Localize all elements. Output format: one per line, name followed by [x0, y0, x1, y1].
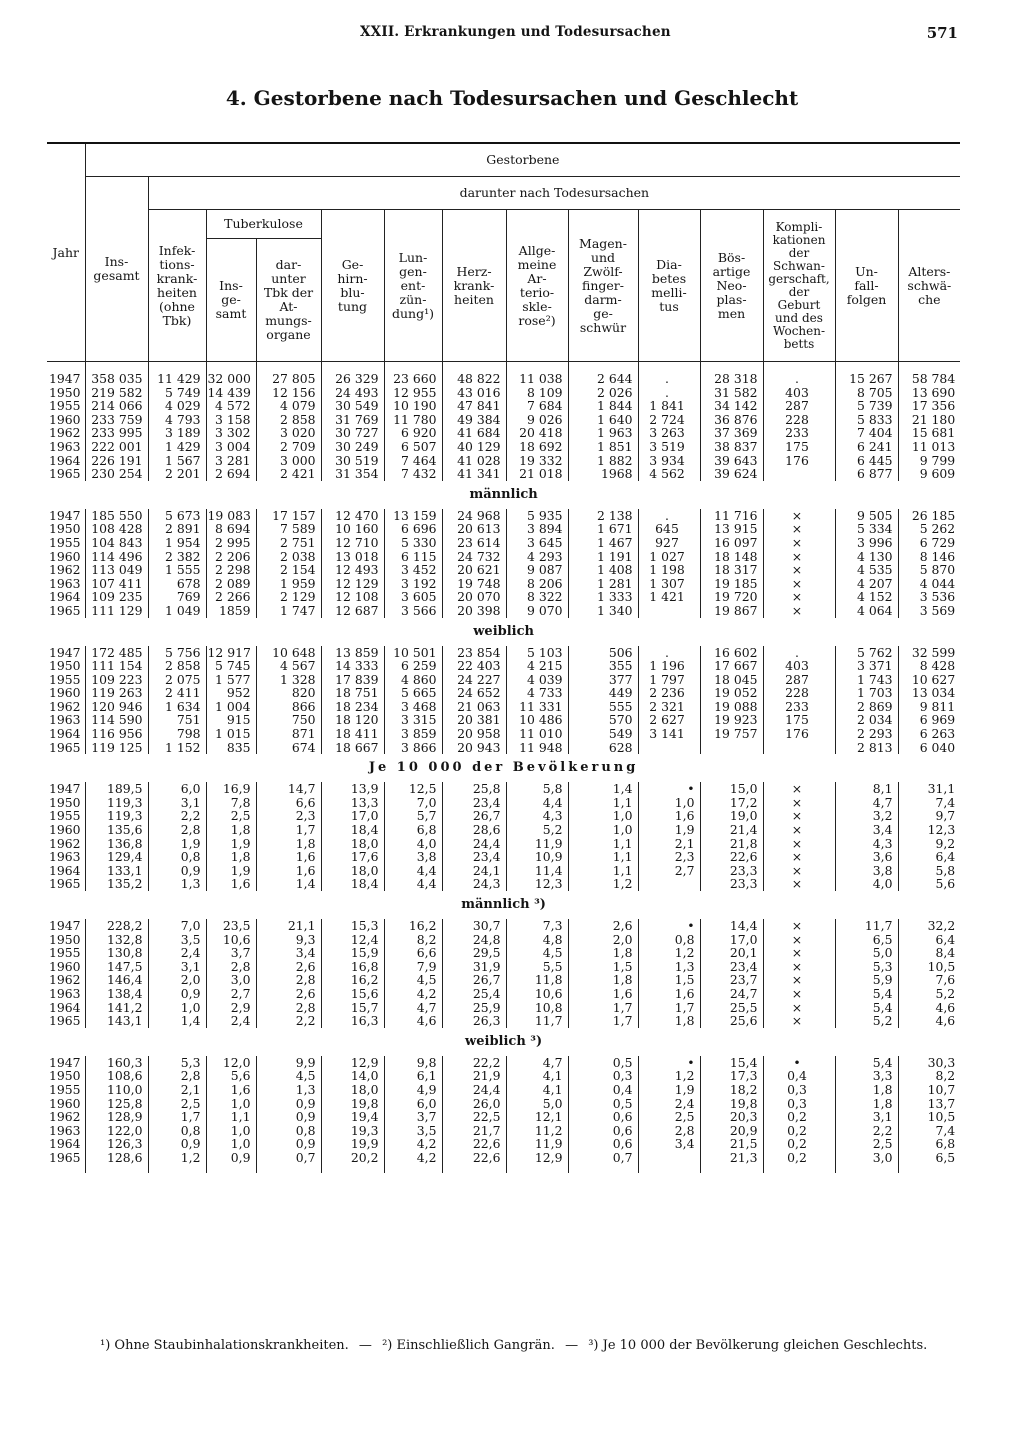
- cell-insgesamt: 160,3 108,6 110,0 125,8 128,9 122,0 126,3 128,6: [85, 1056, 148, 1165]
- cell-unfallfolgen: 11,7 6,5 5,0 5,3 5,9 5,4 5,4 5,2: [835, 919, 898, 1028]
- cell-herzkrankheiten: 23 854 22 403 24 227 24 652 21 063 20 381 20 958 20 943: [442, 646, 506, 755]
- year-cell: 1947 1950 1955 1960 1962 1963 1964 1965: [49, 507, 81, 618]
- cell-altersschwaeche: 32,2 6,4 8,4 10,5 7,6 5,2 4,6 4,6: [898, 919, 960, 1028]
- cell-altersschwaeche: 58 784 13 690 17 356 21 180 15 681 11 013 9 799 9 609: [898, 372, 960, 481]
- cell-arteriosklerose: 7,3 4,8 4,5 5,5 11,8 10,6 10,8 11,7: [506, 919, 568, 1028]
- statistics-table: [47, 142, 960, 1173]
- year-cell: 1947 1950 1955 1960 1962 1963 1964 1965: [49, 781, 81, 892]
- section-label: männlich ³): [461, 897, 546, 913]
- cell-arteriosklerose: 5 935 3 894 3 645 4 293 9 087 8 206 8 322 9 070: [506, 509, 568, 618]
- footnote-2: ²) Einschließlich Gangrän.: [382, 1338, 555, 1353]
- col-head-tbk-atmung: dar- unter Tbk der At- mungs- organe: [256, 239, 321, 362]
- year-cell: 1947 1950 1955 1960 1962 1963 1964 1965: [49, 1054, 81, 1165]
- cell-altersschwaeche: 32 599 8 428 10 627 13 034 9 811 6 969 6 263 6 040: [898, 646, 960, 755]
- cell-altersschwaeche: 31,1 7,4 9,7 12,3 9,2 6,4 5,8 5,6: [898, 782, 960, 891]
- head-gestorbene: Gestorbene: [85, 143, 960, 177]
- cell-herzkrankheiten: 24 968 20 613 23 614 24 732 20 621 19 748 20 070 20 398: [442, 509, 506, 618]
- year-cell: 1947 1950 1955 1960 1962 1963 1964 1965: [49, 644, 81, 755]
- table-row: [47, 782, 960, 891]
- cell-infektion: 11 429 5 749 4 029 4 793 3 189 1 429 1 567 2 201: [148, 372, 206, 481]
- page-number: 571: [926, 24, 958, 42]
- col-head-arteriosklerose: Allge- meine Ar- terio- skle- rose²): [506, 210, 568, 362]
- section-label: weiblich: [473, 623, 534, 639]
- running-head: [0, 24, 1024, 46]
- cell-komplikationen: × × × × × × × ×: [763, 919, 835, 1028]
- head-todesursachen: darunter nach Todesursachen: [148, 177, 960, 210]
- cell-insgesamt: 228,2 132,8 130,8 147,5 146,4 138,4 141,2 143,1: [85, 919, 148, 1028]
- cell-diabetes: • 0,8 1,2 1,3 1,5 1,6 1,7 1,8: [638, 919, 700, 1028]
- table-row: [47, 919, 960, 1028]
- cell-diabetes: . 1 196 1 797 2 236 2 321 2 627 3 141: [638, 646, 700, 755]
- cell-tbk-insgesamt: 12 917 5 745 1 577 952 1 004 915 1 015 835: [206, 646, 256, 755]
- footnote-separator: —: [565, 1338, 579, 1353]
- head-tuberkulose: Tuberkulose: [206, 210, 321, 239]
- cell-altersschwaeche: 30,3 8,2 10,7 13,7 10,5 7,4 6,8 6,5: [898, 1056, 960, 1165]
- cell-magen: 2,6 2,0 1,8 1,5 1,8 1,6 1,7 1,7: [568, 919, 638, 1028]
- section-heading: [47, 618, 960, 646]
- cell-neoplasmen: 14,4 17,0 20,1 23,4 23,7 24,7 25,5 25,6: [700, 919, 763, 1028]
- section-heading: [47, 481, 960, 509]
- cell-neoplasmen: 15,4 17,3 18,2 19,8 20,3 20,9 21,5 21,3: [700, 1056, 763, 1165]
- cell-komplikationen: • 0,4 0,3 0,3 0,2 0,2 0,2 0,2: [763, 1056, 835, 1165]
- col-head-jahr: Jahr: [47, 143, 85, 362]
- cell-tbk-atmung: 14,7 6,6 2,3 1,7 1,8 1,6 1,6 1,4: [256, 782, 321, 891]
- cell-diabetes: . . 1 841 2 724 3 263 3 519 3 934 4 562: [638, 372, 700, 481]
- cell-neoplasmen: 16 602 17 667 18 045 19 052 19 088 19 923 19 757: [700, 646, 763, 755]
- cell-arteriosklerose: 4,7 4,1 4,1 5,0 12,1 11,2 11,9 12,9: [506, 1056, 568, 1165]
- cell-gehirnblutung: 12,9 14,0 18,0 19,8 19,4 19,3 19,9 20,2: [321, 1056, 384, 1165]
- col-head-neoplasmen: Bös- artige Neo- plas- men: [700, 210, 763, 362]
- cell-herzkrankheiten: 25,8 23,4 26,7 28,6 24,4 23,4 24,1 24,3: [442, 782, 506, 891]
- cell-neoplasmen: 28 318 31 582 34 142 36 876 37 369 38 837 39 643 39 624: [700, 372, 763, 481]
- cell-magen: 2 138 1 671 1 467 1 191 1 408 1 281 1 333 1 340: [568, 509, 638, 618]
- col-head-gehirnblutung: Ge- hirn- blu- tung: [321, 210, 384, 362]
- cell-lungenentzuendung: 23 660 12 955 10 190 11 780 6 920 6 507 7 464 7 432: [384, 372, 442, 481]
- section-label: männlich: [469, 486, 538, 502]
- cell-neoplasmen: 15,0 17,2 19,0 21,4 21,8 22,6 23,3 23,3: [700, 782, 763, 891]
- cell-herzkrankheiten: 30,7 24,8 29,5 31,9 26,7 25,4 25,9 26,3: [442, 919, 506, 1028]
- cell-gehirnblutung: 15,3 12,4 15,9 16,8 16,2 15,6 15,7 16,3: [321, 919, 384, 1028]
- cell-gehirnblutung: 12 470 10 160 12 710 13 018 12 493 12 129 12 108 12 687: [321, 509, 384, 618]
- cell-tbk-insgesamt: 23,5 10,6 3,7 2,8 3,0 2,7 2,9 2,4: [206, 919, 256, 1028]
- cell-tbk-atmung: 17 157 7 589 2 751 2 038 2 154 1 959 2 129 1 747: [256, 509, 321, 618]
- cell-tbk-insgesamt: 12,0 5,6 1,6 1,0 1,1 1,0 1,0 0,9: [206, 1056, 256, 1165]
- cell-infektion: 5 756 2 858 2 075 2 411 1 634 751 798 1 152: [148, 646, 206, 755]
- cell-komplikationen: × × × × × × × ×: [763, 509, 835, 618]
- cell-infektion: 5,3 2,8 2,1 2,5 1,7 0,8 0,9 1,2: [148, 1056, 206, 1165]
- table-body: [47, 362, 960, 1173]
- cell-infektion: 6,0 3,1 2,2 2,8 1,9 0,8 0,9 1,3: [148, 782, 206, 891]
- cell-lungenentzuendung: 10 501 6 259 4 860 5 665 3 468 3 315 3 859 3 866: [384, 646, 442, 755]
- col-head-tbk-insgesamt: Ins- ge- samt: [206, 239, 256, 362]
- footnote-3: ³) Je 10 000 der Bevölkerung gleichen Geschlechts.: [588, 1338, 928, 1353]
- running-title: XXII. Erkrankungen und Todesursachen: [360, 24, 671, 40]
- section-label: weiblich ³): [465, 1033, 543, 1049]
- cell-arteriosklerose: 5 103 4 215 4 039 4 733 11 331 10 486 11 010 11 948: [506, 646, 568, 755]
- cell-magen: 1,4 1,1 1,0 1,0 1,1 1,1 1,1 1,2: [568, 782, 638, 891]
- cell-herzkrankheiten: 22,2 21,9 24,4 26,0 22,5 21,7 22,6 22,6: [442, 1056, 506, 1165]
- page-title: 4. Gestorbene nach Todesursachen und Geschlecht: [225, 86, 799, 110]
- cell-tbk-atmung: 9,9 4,5 1,3 0,9 0,9 0,8 0,9 0,7: [256, 1056, 321, 1165]
- cell-insgesamt: 172 485 111 154 109 223 119 263 120 946 114 590 116 956 119 125: [85, 646, 148, 755]
- cell-unfallfolgen: 9 505 5 334 3 996 4 130 4 535 4 207 4 152 4 064: [835, 509, 898, 618]
- cell-diabetes: . 645 927 1 027 1 198 1 307 1 421: [638, 509, 700, 618]
- col-head-insgesamt: Ins- gesamt: [85, 177, 148, 362]
- cell-lungenentzuendung: 9,8 6,1 4,9 6,0 3,7 3,5 4,2 4,2: [384, 1056, 442, 1165]
- cell-unfallfolgen: 8,1 4,7 3,2 3,4 4,3 3,6 3,8 4,0: [835, 782, 898, 891]
- footnote-1: ¹) Ohne Staubinhalationskrankheiten.: [100, 1338, 349, 1353]
- col-head-diabetes: Dia- betes melli- tus: [638, 210, 700, 362]
- cell-magen: 506 355 377 449 555 570 549 628: [568, 646, 638, 755]
- cell-lungenentzuendung: 13 159 6 696 5 330 6 115 3 452 3 192 3 605 3 566: [384, 509, 442, 618]
- table-row: [47, 372, 960, 481]
- cell-tbk-insgesamt: 32 000 14 439 4 572 3 158 3 302 3 004 3 281 2 694: [206, 372, 256, 481]
- cell-infektion: 7,0 3,5 2,4 3,1 2,0 0,9 1,0 1,4: [148, 919, 206, 1028]
- cell-magen: 2 644 2 026 1 844 1 640 1 963 1 851 1 882 1968: [568, 372, 638, 481]
- cell-tbk-insgesamt: 19 083 8 694 2 995 2 206 2 298 2 089 2 266 1859: [206, 509, 256, 618]
- cell-insgesamt: 189,5 119,3 119,3 135,6 136,8 129,4 133,1 135,2: [85, 782, 148, 891]
- footnotes: [100, 1338, 927, 1353]
- spacer-row: [47, 1165, 960, 1173]
- table-row: [47, 509, 960, 618]
- cell-unfallfolgen: 15 267 8 705 5 739 5 833 7 404 6 241 6 445 6 877: [835, 372, 898, 481]
- cell-lungenentzuendung: 16,2 8,2 6,6 7,9 4,5 4,2 4,7 4,6: [384, 919, 442, 1028]
- col-head-lungenentzuendung: Lun- gen- ent- zün- dung¹): [384, 210, 442, 362]
- cell-insgesamt: 358 035 219 582 214 066 233 759 233 995 222 001 226 191 230 254: [85, 372, 148, 481]
- cell-tbk-insgesamt: 16,9 7,8 2,5 1,8 1,9 1,8 1,9 1,6: [206, 782, 256, 891]
- cell-diabetes: • 1,2 1,9 2,4 2,5 2,8 3,4: [638, 1056, 700, 1165]
- cell-gehirnblutung: 13,9 13,3 17,0 18,4 18,0 17,6 18,0 18,4: [321, 782, 384, 891]
- col-head-herzkrankheiten: Herz- krank- heiten: [442, 210, 506, 362]
- cell-tbk-atmung: 10 648 4 567 1 328 820 866 750 871 674: [256, 646, 321, 755]
- year-cell: 1947 1950 1955 1960 1962 1963 1964 1965: [49, 918, 81, 1029]
- section-heading: [47, 754, 960, 782]
- year-cell: 1947 1950 1955 1960 1962 1963 1964 1965: [49, 371, 81, 482]
- table-row: [47, 1056, 960, 1165]
- cell-tbk-atmung: 21,1 9,3 3,4 2,6 2,8 2,6 2,8 2,2: [256, 919, 321, 1028]
- col-head-infektion: Infek- tions- krank- heiten (ohne Tbk): [148, 210, 206, 362]
- cell-infektion: 5 673 2 891 1 954 2 382 1 555 678 769 1 049: [148, 509, 206, 618]
- col-head-altersschwaeche: Alters- schwä- che: [898, 210, 960, 362]
- cell-komplikationen: × × × × × × × ×: [763, 782, 835, 891]
- cell-gehirnblutung: 13 859 14 333 17 839 18 751 18 234 18 120 18 411 18 667: [321, 646, 384, 755]
- cell-neoplasmen: 11 716 13 915 16 097 18 148 18 317 19 185 19 720 19 867: [700, 509, 763, 618]
- col-head-magen: Magen- und Zwölf- finger- darm- ge- schwür: [568, 210, 638, 362]
- footnote-separator: —: [358, 1338, 372, 1353]
- cell-arteriosklerose: 5,8 4,4 4,3 5,2 11,9 10,9 11,4 12,3: [506, 782, 568, 891]
- col-head-komplikationen: Kompli- kationen der Schwan- gerschaft, der Geburt und des Wochen- betts: [763, 210, 835, 362]
- cell-altersschwaeche: 26 185 5 262 6 729 8 146 5 870 4 044 3 536 3 569: [898, 509, 960, 618]
- cell-magen: 0,5 0,3 0,4 0,5 0,6 0,6 0,6 0,7: [568, 1056, 638, 1165]
- cell-unfallfolgen: 5 762 3 371 1 743 1 703 2 869 2 034 2 293 2 813: [835, 646, 898, 755]
- cell-tbk-atmung: 27 805 12 156 4 079 2 858 3 020 2 709 3 000 2 421: [256, 372, 321, 481]
- cell-herzkrankheiten: 48 822 43 016 47 841 49 384 41 684 40 129 41 028 41 341: [442, 372, 506, 481]
- cell-lungenentzuendung: 12,5 7,0 5,7 6,8 4,0 3,8 4,4 4,4: [384, 782, 442, 891]
- cell-diabetes: • 1,0 1,6 1,9 2,1 2,3 2,7: [638, 782, 700, 891]
- section-heading: [47, 1028, 960, 1056]
- cell-arteriosklerose: 11 038 8 109 7 684 9 026 20 418 18 692 19 332 21 018: [506, 372, 568, 481]
- cell-komplikationen: . 403 287 228 233 175 176: [763, 372, 835, 481]
- cell-unfallfolgen: 5,4 3,3 1,8 1,8 3,1 2,2 2,5 3,0: [835, 1056, 898, 1165]
- col-head-unfallfolgen: Un- fall- folgen: [835, 210, 898, 362]
- cell-gehirnblutung: 26 329 24 493 30 549 31 769 30 727 30 249 30 519 31 354: [321, 372, 384, 481]
- section-label: Je 10 000 der Bevölkerung: [368, 760, 639, 776]
- cell-komplikationen: . 403 287 228 233 175 176: [763, 646, 835, 755]
- section-heading: [47, 891, 960, 919]
- cell-insgesamt: 185 550 108 428 104 843 114 496 113 049 107 411 109 235 111 129: [85, 509, 148, 618]
- table-row: [47, 646, 960, 755]
